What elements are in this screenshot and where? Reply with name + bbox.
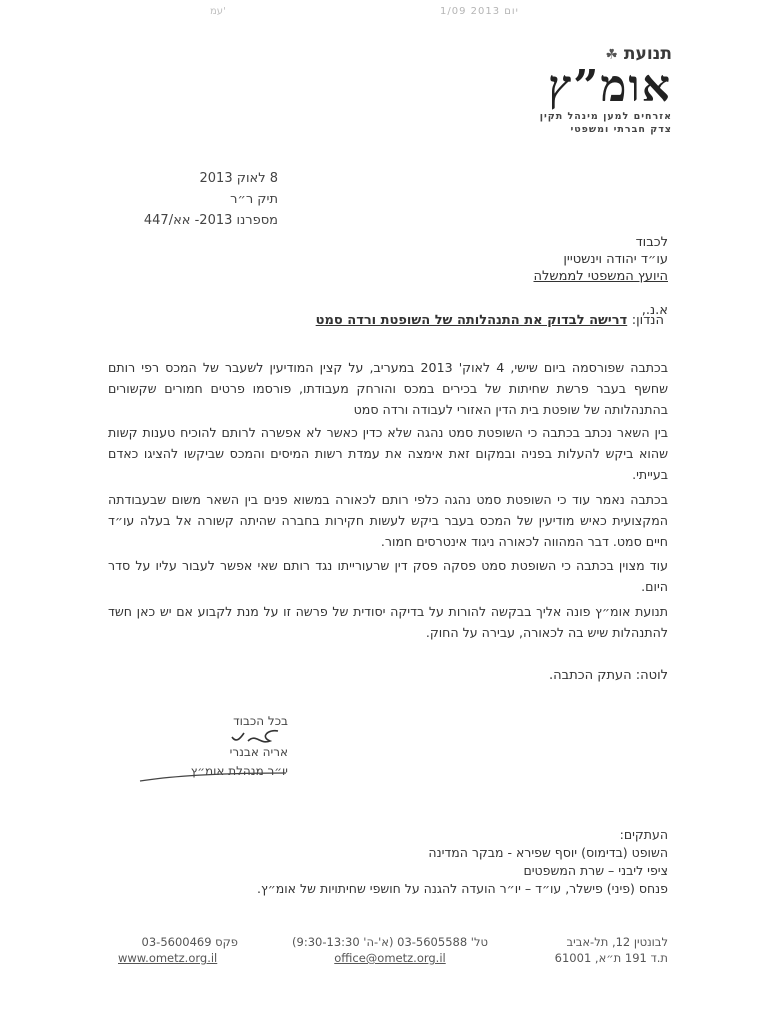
flame-icon: ☘ bbox=[605, 47, 618, 63]
subject-line bbox=[316, 313, 664, 328]
letter-date: 8 לאוק 2013 bbox=[199, 171, 278, 186]
addressee-block bbox=[534, 234, 669, 285]
addressee-title: היועץ המשפטי לממשלה bbox=[533, 269, 668, 284]
footer-contact bbox=[290, 934, 490, 966]
logo-name: אומ”ץ bbox=[548, 61, 672, 112]
logo-tagline-2: צדק חברתי ומשפטי bbox=[570, 124, 672, 135]
reference-number: מספרנו 2013- אא/447 bbox=[143, 213, 278, 228]
body-paragraph-1: בכתבה שפורסמה ביום שישי, 4 לאוק' 2013 במעריב, על קצין המודיעין לשעבר של המכס רפי רותם שחשף בעבר פרשת שחיתות של בכירים במכס והורחק מעבודתו, פורסמו פרטים חמורים שקשורים בהתנהלותה של שופטת בית הדין האזורי לעבודה ורדה סמט bbox=[108, 360, 668, 417]
copy-recipient: השופט (בדימוס) יוסף שפירא - מבקר המדינה bbox=[428, 845, 668, 860]
footer-street: לבונטין 12, תל-אביב bbox=[566, 935, 668, 949]
footer-address bbox=[555, 934, 668, 966]
copy-recipient: ציפי ליבני – שרת המשפטים bbox=[523, 863, 668, 878]
copies-label: העתקים: bbox=[619, 827, 668, 842]
letter-meta bbox=[144, 168, 278, 231]
addressee-name: עו״ד יהודה וינשטיין bbox=[563, 252, 668, 267]
fax-header-stamp-left: עמ' bbox=[210, 6, 226, 17]
logo-prefix: ☘ תנועת bbox=[605, 44, 672, 64]
closing: בכל הכבוד bbox=[233, 714, 288, 728]
addressee-greeting: לכבוד bbox=[635, 235, 668, 250]
fax-header-stamp: 1/09 2013 יום bbox=[440, 6, 519, 17]
subject-text: דרישה לבדוק את התנהלותה של השופטת ורדה סמט bbox=[315, 313, 628, 328]
signatory-role: יו״ר מנהלת אומ״ץ bbox=[190, 764, 288, 778]
copy-recipient: פנחס (פיני) פישלר, עו״ד – יו״ר הועדה להגנה על חושפי שחיתויות של אומ״ץ. bbox=[257, 881, 668, 896]
footer-phone: טל' 03-5605588 (א'-ה' 9:30-13:30) bbox=[292, 935, 488, 949]
body-paragraph-3: בכתבה נאמר עוד כי השופטת סמט נהגה כלפי רותם לכאורה במשוא פנים בין השאר משום שבעבודתה המקצועית כאיש מודיעין של המכס בעבר ביקש לעשות חקירות בחברה שהיתה קשורה אל בעלה עו״ד חיים סמט. דבר המהווה לכאורה ניגוד אינטרסים חמור. bbox=[108, 492, 668, 549]
file-number: תיק ר״ר bbox=[230, 192, 278, 207]
footer-fax-web bbox=[118, 934, 238, 966]
salutation: א.נ., bbox=[641, 303, 668, 318]
attachment-note: לוטה: העתק הכתבה. bbox=[549, 668, 668, 683]
footer-pobox: ת.ד 191 ת״א, 61001 bbox=[554, 951, 668, 965]
footer-website-link[interactable]: www.ometz.org.il bbox=[118, 951, 218, 965]
logo-tagline-1: אזרחים למען מינהל תקין bbox=[539, 111, 672, 122]
ometz-logo bbox=[472, 44, 672, 136]
body-paragraph-2: בין השאר נכתב בכתבה כי השופטת סמט נהגה שלא כדין כאשר לא אפשרה לרותם להוכיח טענות קשות שהוא ביקש להעלות בפניה ובמקום זאת אימצה את עמדת רשות המיסים והמכס שביקשו להציגו כאדם בעייתי. bbox=[108, 425, 668, 482]
signature-block bbox=[148, 712, 288, 783]
body-paragraph-5: תנועת אומ״ץ פונה אליך בבקשה להורות על בדיקה יסודית של פרשה זו על מנת לקבוע אם יש כאן חשד להתנהלות שיש בה לכאורה, עבירה על החוק. bbox=[108, 604, 668, 640]
footer-email-link[interactable]: office@ometz.org.il bbox=[334, 951, 446, 965]
copies-block bbox=[257, 826, 668, 898]
subject-label: הנדון: bbox=[631, 313, 664, 328]
footer-fax: פקס 03-5600469 bbox=[141, 935, 238, 949]
signatory-name: אריה אבנרי bbox=[229, 745, 288, 759]
body-paragraph-4: עוד מצוין בכתבה כי השופטת סמט פסקה פסק דין שרעורייתו נגד רותם שאי אפשר לעבור עליו על סדר היום. bbox=[108, 558, 668, 594]
